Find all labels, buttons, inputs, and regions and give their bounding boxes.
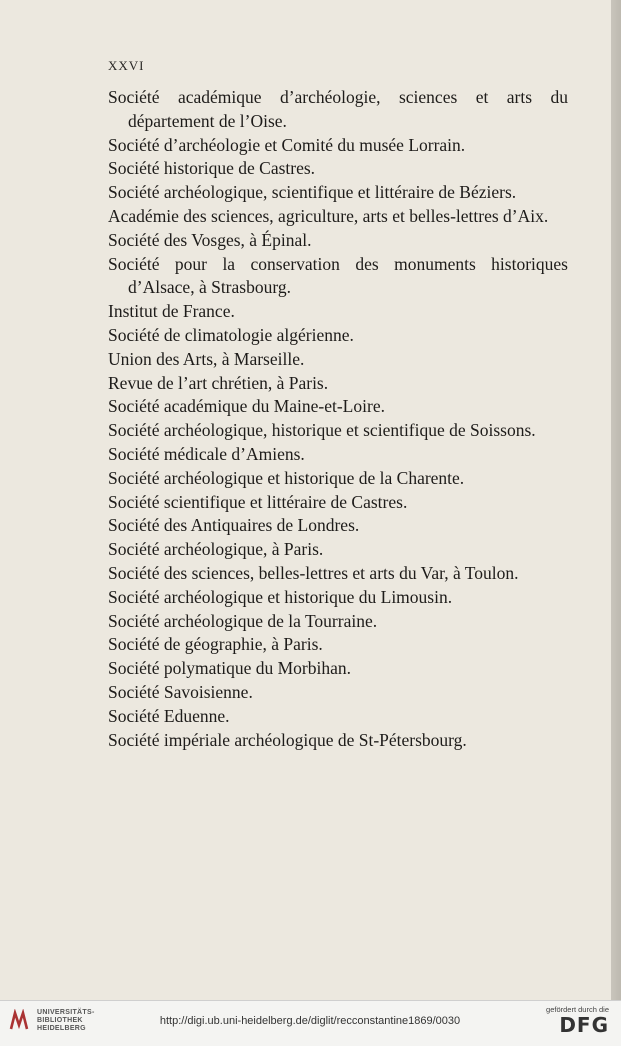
society-entry: Société Savoisienne. xyxy=(108,681,253,702)
society-entry: Société archéologique, à Paris. xyxy=(108,539,324,560)
viewer-footer xyxy=(0,1000,621,1046)
society-entry: Société scientifique et littéraire de Castres. xyxy=(108,491,408,512)
society-entry: Société de géographie, à Paris. xyxy=(108,634,323,655)
society-entry: Société académique du Maine-et-Loire. xyxy=(108,396,385,417)
society-entry: Institut de France. xyxy=(108,301,235,322)
page-edge xyxy=(611,0,621,1000)
society-entry: Société d’archéologie et Comité du musée Lorrain. xyxy=(108,134,466,155)
society-entry: Société de climatologie algérienne. xyxy=(108,324,354,345)
society-entry: Société archéologique, scientifique et littéraire de Béziers. xyxy=(108,182,517,203)
society-entry: Académie des sciences, agriculture, arts et belles-lettres d’Aix. xyxy=(108,205,549,226)
society-entry: Société polymatique du Morbihan. xyxy=(108,658,352,679)
society-entry: Société médicale d’Amiens. xyxy=(108,443,305,464)
society-entry: Société académique d’archéologie, sciences et arts du département de l’Oise. xyxy=(108,87,568,131)
society-entry: Société des sciences, belles-lettres et arts du Var, à Toulon. xyxy=(108,562,519,583)
dfg-logo[interactable] xyxy=(546,1005,609,1036)
society-entry: Société archéologique et historique de la Charente. xyxy=(108,467,465,488)
library-name-3: HEIDELBERG xyxy=(37,1025,86,1032)
society-entry: Société des Antiquaires de Londres. xyxy=(108,515,360,536)
library-logo[interactable] xyxy=(8,1009,95,1033)
society-entry: Société Eduenne. xyxy=(108,705,230,726)
university-seal-icon xyxy=(8,1009,32,1033)
library-name-1: UNIVERSITÄTS- xyxy=(37,1009,95,1016)
society-entry: Société archéologique, historique et scientifique de Soissons. xyxy=(108,420,536,441)
society-entry: Société des Vosges, à Épinal. xyxy=(108,229,312,250)
society-entry: Société pour la conservation des monuments historiques d’Alsace, à Strasbourg. xyxy=(108,253,568,298)
dfg-caption: gefördert durch die xyxy=(546,1005,609,1014)
page-number: XXVI xyxy=(108,58,145,73)
society-entry: Société impériale archéologique de St-Pétersbourg. xyxy=(108,729,467,750)
society-entry: Société historique de Castres. xyxy=(108,158,316,179)
society-entry: Société archéologique et historique du Limousin. xyxy=(108,586,453,607)
permalink-url[interactable]: http://digi.ub.uni-heidelberg.de/diglit/recconstantine1869/0030 xyxy=(159,1015,461,1027)
dfg-wordmark: DFG xyxy=(559,1013,609,1037)
society-entry: Société archéologique de la Tourraine. xyxy=(108,610,378,631)
society-list xyxy=(108,86,568,752)
society-entry: Union des Arts, à Marseille. xyxy=(108,348,305,369)
society-entry: Revue de l’art chrétien, à Paris. xyxy=(108,372,329,393)
library-name-2: BIBLIOTHEK xyxy=(37,1017,83,1024)
